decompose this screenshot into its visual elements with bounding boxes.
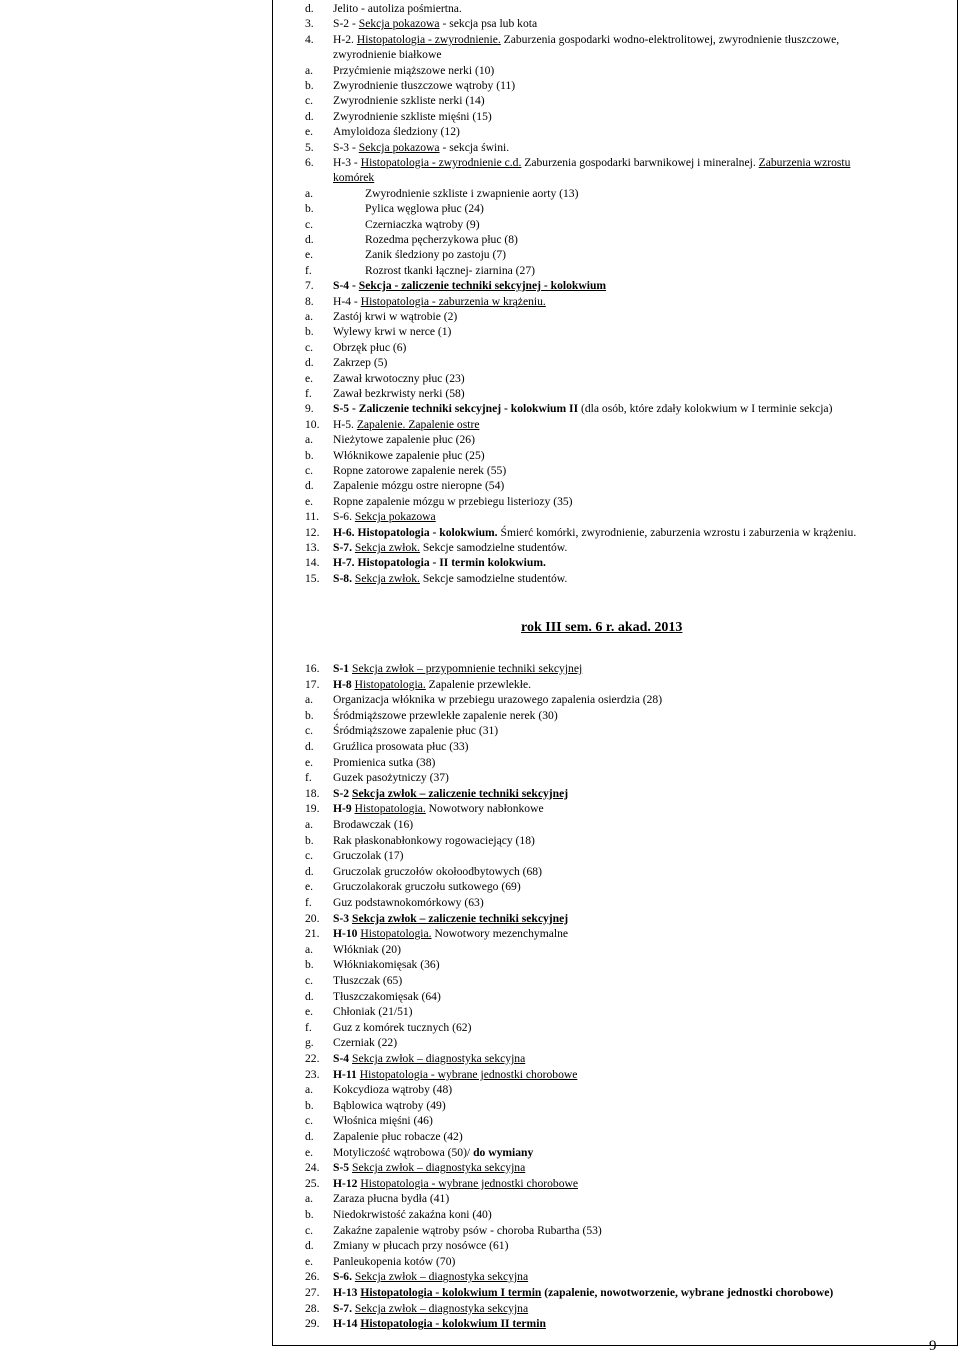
item-marker: b. — [305, 833, 314, 847]
item-marker: c. — [305, 340, 314, 354]
item-marker: 19. — [305, 802, 320, 816]
item-marker: a. — [305, 63, 314, 77]
item-text: H-9 — [333, 802, 355, 816]
item-marker: c. — [305, 1223, 314, 1237]
item-marker: e. — [305, 1005, 314, 1019]
item-marker: 4. — [305, 32, 314, 46]
item-text: Wylewy krwi w nerce (1) — [333, 325, 452, 339]
item-marker: 22. — [305, 1052, 320, 1065]
item-text: Panleukopenia kotów (70) — [333, 1254, 456, 1268]
list-item — [305, 1082, 452, 1097]
item-marker: e. — [305, 371, 314, 385]
item-text: S-2 - — [333, 17, 359, 31]
item-marker: 23. — [305, 1067, 320, 1081]
item-text: H-12 — [333, 1176, 361, 1190]
item-marker: 24. — [305, 1161, 320, 1175]
list-item — [305, 1160, 525, 1175]
item-text: Sekcja zwłok. — [354, 571, 420, 585]
item-marker: f. — [305, 387, 312, 400]
item-text: H-2. — [333, 32, 357, 46]
item-text: Sekcja zwłok – diagnostyka sekcyjna — [354, 1301, 529, 1315]
list-item — [305, 232, 518, 247]
item-marker: a. — [305, 693, 314, 707]
item-marker: 15. — [305, 571, 320, 585]
item-text: Zwyrodnienie szkliste nerki (14) — [333, 94, 485, 108]
item-text: Promienica sutka (38) — [333, 755, 436, 769]
item-text: Zawał krwotoczny płuc (23) — [333, 371, 465, 385]
list-item — [305, 1238, 508, 1253]
list-item — [305, 278, 606, 293]
item-marker: d. — [305, 1130, 314, 1143]
list-item — [305, 1223, 602, 1238]
item-text: H-4 - — [333, 294, 361, 308]
item-text: Zaburzenia gospodarki barwnikowej i mineralnej. — [521, 156, 759, 169]
item-marker: a. — [305, 942, 314, 956]
item-text: S-2 — [333, 786, 353, 800]
list-item — [305, 494, 573, 509]
list-item — [305, 555, 546, 570]
item-text: S-4 - — [333, 279, 359, 293]
list-item — [305, 708, 558, 723]
item-marker: f. — [305, 263, 312, 277]
item-marker: 28. — [305, 1301, 320, 1315]
item-marker: e. — [305, 880, 314, 894]
list-item — [305, 401, 832, 416]
item-text: Brodawczak (16) — [333, 818, 414, 831]
item-marker: a. — [305, 310, 314, 323]
item-text: Sekcja zwłok – zaliczenie techniki sekcyjnej — [352, 786, 569, 800]
item-marker: e. — [305, 755, 314, 769]
list-item — [305, 217, 480, 232]
list-item — [305, 1145, 533, 1160]
list-item — [305, 371, 465, 386]
item-text: Ropne zatorowe zapalenie nerek (55) — [333, 464, 507, 477]
list-item — [305, 801, 544, 816]
list-item — [305, 1067, 577, 1082]
item-marker: b. — [305, 325, 314, 339]
item-text: Czerniak (22) — [333, 1036, 398, 1050]
item-text: H-3 - — [333, 156, 361, 169]
list-item — [305, 848, 404, 863]
item-marker: a. — [305, 433, 314, 447]
item-marker: f. — [305, 896, 312, 909]
item-marker: a. — [305, 186, 314, 200]
list-item — [305, 263, 535, 278]
item-marker: d. — [305, 989, 314, 1003]
item-text: (dla osób, które zdały kolokwium w I terminie sekcja) — [578, 402, 833, 416]
item-text: Bąblowica wątroby (49) — [333, 1098, 446, 1112]
item-marker: d. — [305, 356, 314, 370]
item-text: H-10 — [333, 927, 361, 941]
item-text: Zapalenie. Zapalenie ostre — [356, 417, 480, 431]
item-marker: 10. — [305, 417, 320, 431]
list-item — [305, 786, 568, 801]
item-text: Zapalenie przewlekłe. — [425, 677, 531, 691]
item-marker: b. — [305, 448, 314, 462]
list-item — [305, 432, 475, 447]
list-item — [305, 833, 535, 848]
item-text: Sekcje samodzielne studentów. — [419, 571, 568, 585]
item-marker: 13. — [305, 541, 320, 554]
item-text: Zaburzenia gospodarki wodno-elektrolitowej, zwyrodnienie tłuszczowe, — [500, 32, 840, 46]
item-text: S-5 - Zaliczenie techniki sekcyjnej - kolokwium II — [333, 402, 579, 416]
list-item — [305, 463, 506, 478]
item-text: Histopatologia - zwyrodnienie c.d. — [360, 156, 522, 169]
item-text: Zaburzenia wzrostu — [758, 156, 851, 169]
item-text: Zastój krwi w wątrobie (2) — [333, 310, 458, 323]
item-text: - sekcja psa lub kota — [439, 17, 538, 31]
item-text: Przyćmienie miąższowe nerki (10) — [333, 63, 495, 77]
list-item — [305, 692, 662, 707]
item-text: H-8 — [333, 677, 355, 691]
item-text: Histopatologia - kolokwium II termin — [360, 1317, 546, 1331]
item-marker: f. — [305, 1020, 312, 1034]
item-marker: f. — [305, 771, 312, 785]
list-item — [305, 864, 542, 879]
item-marker: c. — [305, 849, 314, 863]
list-item — [305, 957, 440, 972]
item-text: H-11 — [333, 1067, 360, 1081]
item-text: Zawał bezkrwisty nerki (58) — [333, 387, 465, 400]
item-text: S-6. — [333, 1270, 355, 1284]
item-text: Gruczolakorak gruczołu sutkowego (69) — [333, 880, 521, 894]
list-item — [305, 1035, 397, 1050]
item-marker: 7. — [305, 279, 314, 293]
item-text: H-7. Histopatologia - II termin kolokwium. — [333, 556, 546, 570]
item-marker: a. — [305, 818, 314, 831]
item-text: Sekcja zwłok – zaliczenie techniki sekcyjnej — [352, 911, 569, 925]
list-item — [305, 1285, 833, 1300]
list-item — [305, 739, 469, 754]
item-marker: b. — [305, 79, 314, 92]
list-item — [305, 817, 413, 832]
item-text: Jelito - autoliza pośmiertna. — [333, 2, 462, 15]
item-text: Włośnica mięśni (46) — [333, 1114, 433, 1128]
item-marker: c. — [305, 217, 314, 231]
item-text: Guz podstawnokomórkowy (63) — [333, 896, 484, 909]
list-item — [305, 247, 506, 262]
item-marker: c. — [305, 974, 314, 987]
item-marker: d. — [305, 740, 314, 753]
list-item — [305, 755, 435, 770]
item-text: H-5. — [333, 417, 357, 431]
item-text: Histopatologia - wybrane jednostki chorobowe — [360, 1176, 579, 1190]
item-marker: a. — [305, 1083, 314, 1097]
section-heading: rok III sem. 6 r. akad. 2013 — [521, 620, 683, 635]
list-item — [305, 1, 462, 16]
item-text: Sekcja zwłok – diagnostyka sekcyjna — [352, 1052, 526, 1065]
list-item — [305, 879, 521, 894]
item-text: S-7. — [333, 541, 355, 554]
item-text: Pylica węglowa płuc (24) — [365, 202, 484, 216]
list-item — [305, 140, 509, 155]
list-item — [305, 16, 537, 31]
list-item — [305, 525, 856, 540]
item-text: S-7. — [333, 1301, 355, 1315]
item-marker: 20. — [305, 911, 320, 925]
item-text: Histopatologia - kolokwium I termin — [360, 1286, 542, 1299]
item-marker: d. — [305, 1239, 314, 1253]
item-text: S-3 - — [333, 140, 359, 154]
list-item — [305, 417, 479, 432]
item-text: Niedokrwistość zakaźna koni (40) — [333, 1208, 492, 1221]
list-item — [305, 386, 465, 401]
item-marker: d. — [305, 479, 314, 493]
item-text: S-5 — [333, 1161, 353, 1175]
item-marker: g. — [305, 1036, 314, 1050]
item-marker: 17. — [305, 677, 320, 691]
list-item — [305, 1020, 471, 1035]
item-text: Nieżytowe zapalenie płuc (26) — [333, 433, 475, 447]
item-marker: b. — [305, 958, 314, 972]
list-item — [305, 124, 460, 139]
list-item — [305, 1316, 546, 1331]
list-item — [305, 509, 436, 524]
item-marker: 3. — [305, 17, 314, 31]
list-item — [305, 1051, 525, 1066]
item-text: (zapalenie, nowotworzenie, wybrane jednostki chorobowe) — [541, 1286, 834, 1299]
item-text: Histopatologia - wybrane jednostki chorobowe — [359, 1067, 578, 1081]
item-text: Sekcja pokazowa — [358, 140, 440, 154]
item-text: S-4 — [333, 1052, 353, 1065]
item-text: Ropne zapalenie mózgu w przebiegu listeriozy (35) — [333, 494, 573, 508]
item-text: Śmierć komórki, zwyrodnienie, zaburzenia wzrostu i zaburzenia w krążeniu. — [497, 525, 857, 539]
item-text: Histopatologia - zaburzenia w krążeniu. — [360, 294, 546, 308]
list-item — [305, 1004, 413, 1019]
item-marker: 26. — [305, 1270, 320, 1284]
item-text: Zakaźne zapalenie wątroby psów - choroba Rubartha (53) — [333, 1223, 602, 1237]
item-text: Motyliczość wątrobowa (50)/ — [333, 1145, 474, 1159]
item-marker: b. — [305, 1208, 314, 1221]
item-text: Tłuszczakomięsak (64) — [333, 989, 441, 1003]
item-text: Zapalenie płuc robacze (42) — [333, 1130, 463, 1143]
item-text: Histopatologia. — [360, 927, 432, 941]
list-item — [305, 895, 484, 910]
item-text: Włóknikowe zapalenie płuc (25) — [333, 448, 485, 462]
item-text: Tłuszczak (65) — [333, 974, 403, 987]
list-item — [305, 540, 567, 555]
item-text: do wymiany — [473, 1145, 534, 1159]
list-item — [305, 155, 850, 170]
list-item — [305, 926, 568, 941]
item-text: Włókniak (20) — [333, 942, 401, 956]
item-text: Sekcja zwłok – diagnostyka sekcyjna — [352, 1161, 526, 1175]
item-marker: a. — [305, 1192, 314, 1206]
list-item — [305, 1176, 578, 1191]
list-item — [305, 1254, 455, 1269]
item-text: Sekcje samodzielne studentów. — [419, 541, 568, 554]
item-text: Gruczolak gruczołów okołoodbytowych (68) — [333, 864, 542, 878]
item-text: komórek — [333, 171, 375, 185]
item-text: Sekcja zwłok – diagnostyka sekcyjna — [354, 1270, 529, 1284]
item-text: Zanik śledziony po zastoju (7) — [365, 248, 507, 262]
item-marker: 16. — [305, 662, 320, 675]
item-marker: 25. — [305, 1176, 320, 1190]
item-text: Zaraza płucna bydła (41) — [333, 1192, 450, 1206]
item-marker: 18. — [305, 786, 320, 800]
item-text: Zwyrodnienie szkliste mięśni (15) — [333, 109, 492, 123]
item-marker: 6. — [305, 156, 314, 169]
item-text: Sekcja zwłok. — [354, 541, 420, 554]
page-number: 9 — [929, 1338, 937, 1354]
list-item — [305, 294, 546, 309]
item-text: Guzek pasożytniczy (37) — [333, 771, 449, 785]
item-marker: c. — [305, 1114, 314, 1128]
item-text: Sekcja pokazowa — [358, 17, 440, 31]
item-text: S-8. — [333, 571, 355, 585]
list-item — [305, 32, 839, 47]
item-text: Amyloidoza śledziony (12) — [333, 125, 460, 139]
item-text: zwyrodnienie białkowe — [333, 48, 442, 62]
item-marker: d. — [305, 233, 314, 246]
item-text: Włókniakomięsak (36) — [333, 958, 440, 972]
item-marker: e. — [305, 1145, 314, 1159]
item-text: Nowotwory mezenchymalne — [431, 927, 569, 941]
list-item — [305, 1129, 463, 1144]
item-text: H-14 — [333, 1317, 361, 1331]
item-marker: e. — [305, 248, 314, 262]
item-marker: 21. — [305, 927, 320, 941]
list-item — [305, 78, 515, 93]
item-text: Zmiany w płucach przy nosówce (61) — [333, 1239, 509, 1253]
item-text: Zapalenie mózgu ostre nieropne (54) — [333, 479, 505, 493]
item-text: Gruczolak (17) — [333, 849, 404, 863]
list-item — [305, 1207, 492, 1222]
item-text: S-6. — [333, 510, 355, 524]
item-text: Zwyrodnienie tłuszczowe wątroby (11) — [333, 79, 516, 92]
item-marker: 14. — [305, 556, 320, 570]
item-marker: 29. — [305, 1317, 320, 1331]
item-text: Rozrost tkanki łącznej- ziarnina (27) — [365, 263, 535, 277]
item-marker: b. — [305, 708, 314, 722]
item-marker: c. — [305, 724, 314, 738]
item-text: Sekcja pokazowa — [354, 510, 436, 524]
item-marker: c. — [305, 464, 314, 477]
list-item — [305, 201, 484, 216]
list-item — [305, 571, 567, 586]
item-marker: 11. — [305, 510, 320, 524]
list-item — [305, 723, 498, 738]
list-item — [305, 677, 531, 692]
list-item — [305, 911, 568, 926]
item-text: Obrzęk płuc (6) — [333, 340, 407, 354]
item-marker: e. — [305, 494, 314, 508]
item-marker: d. — [305, 109, 314, 123]
list-item — [305, 448, 485, 463]
list-item — [305, 355, 387, 370]
list-item — [305, 63, 494, 78]
item-marker: c. — [305, 94, 314, 108]
list-item — [305, 973, 402, 988]
list-item — [305, 942, 401, 957]
list-item — [305, 1269, 528, 1284]
item-text: S-1 — [333, 662, 353, 675]
list-item — [305, 1191, 449, 1206]
item-text: Śródmiąższowe przewlekłe zapalenie nerek (30) — [333, 708, 558, 722]
list-item — [305, 47, 442, 62]
item-text: Rak płaskonabłonkowy rogowaciejący (18) — [333, 833, 535, 847]
item-marker: e. — [305, 1254, 314, 1268]
list-item — [305, 1301, 528, 1316]
item-marker: d. — [305, 2, 314, 15]
item-text: Śródmiąższowe zapalenie płuc (31) — [333, 724, 499, 738]
item-text: Zakrzep (5) — [333, 356, 388, 370]
item-text: Gruźlica prosowata płuc (33) — [333, 740, 469, 753]
item-marker: b. — [305, 1098, 314, 1112]
item-marker: b. — [305, 202, 314, 216]
item-text: Organizacja włóknika w przebiegu urazowego zapalenia osierdzia (28) — [333, 693, 663, 707]
item-text: Nowotwory nabłonkowe — [425, 802, 544, 816]
item-text: Guz z komórek tucznych (62) — [333, 1020, 472, 1034]
item-text: Histopatologia - zwyrodnienie. — [356, 32, 501, 46]
list-item — [305, 770, 449, 785]
item-marker: 9. — [305, 402, 314, 416]
item-text: Histopatologia. — [354, 677, 426, 691]
list-item — [305, 340, 406, 355]
item-marker: 5. — [305, 140, 314, 154]
item-text: Chłoniak (21/51) — [333, 1005, 413, 1019]
item-marker: d. — [305, 864, 314, 878]
list-item — [305, 186, 578, 201]
item-text: Rozedma pęcherzykowa płuc (8) — [365, 233, 518, 246]
item-marker: 12. — [305, 525, 320, 539]
item-marker: 27. — [305, 1286, 320, 1299]
list-item — [305, 1113, 433, 1128]
item-marker: e. — [305, 125, 314, 139]
item-text: Sekcja - zaliczenie techniki sekcyjnej - kolokwium — [358, 279, 607, 293]
list-item — [305, 478, 504, 493]
list-item — [305, 93, 485, 108]
item-text: S-3 — [333, 911, 353, 925]
list-item — [305, 109, 492, 124]
list-item — [305, 170, 374, 185]
list-item — [305, 324, 451, 339]
item-text: Kokcydioza wątroby (48) — [333, 1083, 453, 1097]
list-item — [305, 1098, 446, 1113]
item-text: - sekcja świni. — [439, 140, 510, 154]
item-text: H-13 — [333, 1286, 361, 1299]
item-marker: 8. — [305, 294, 314, 308]
item-text: H-6. Histopatologia - kolokwium. — [333, 525, 498, 539]
item-text: Sekcja zwłok – przypomnienie techniki sekcyjnej — [352, 662, 583, 675]
item-text: Histopatologia. — [354, 802, 426, 816]
item-text: Czerniaczka wątroby (9) — [365, 217, 480, 231]
item-text: Zwyrodnienie szkliste i zwapnienie aorty (13) — [365, 186, 579, 200]
list-item — [305, 309, 457, 324]
list-item — [305, 989, 441, 1004]
list-item — [305, 661, 582, 676]
